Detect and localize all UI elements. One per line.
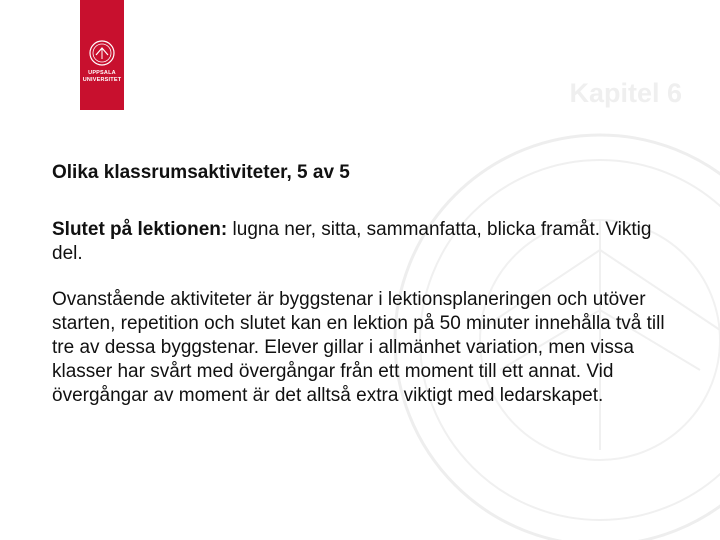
paragraph-lead: Slutet på lektionen: bbox=[52, 219, 228, 240]
paragraph-rest: lugna ner, sitta, sammanfatta, blicka framåt. Viktig del. bbox=[52, 219, 652, 264]
logo-text bbox=[83, 70, 122, 84]
slide-heading: Olika klassrumsaktiviteter, 5 av 5 bbox=[52, 162, 350, 183]
paragraph-building-blocks: Ovanstående aktiviteter är byggstenar i lektionsplaneringen och utöver starten, repetition och slutet kan en lektion på 50 minuter innehålla två till tre av dessa byggstenar. Elever gillar i allmänhet variation, men vissa klasser har svårt med övergångar från ett moment till ett annat. Vid övergångar av moment är det alltså extra viktigt med ledarskapet. bbox=[52, 289, 665, 406]
slide-content bbox=[52, 162, 672, 430]
chapter-label: Kapitel 6 bbox=[569, 78, 682, 108]
logo-line-2: UNIVERSITET bbox=[82, 77, 122, 83]
paragraph-lesson-end bbox=[52, 218, 672, 266]
seal-icon bbox=[89, 40, 115, 66]
uppsala-university-logo bbox=[80, 0, 124, 110]
logo-line-1: UPPSALA bbox=[88, 70, 116, 76]
